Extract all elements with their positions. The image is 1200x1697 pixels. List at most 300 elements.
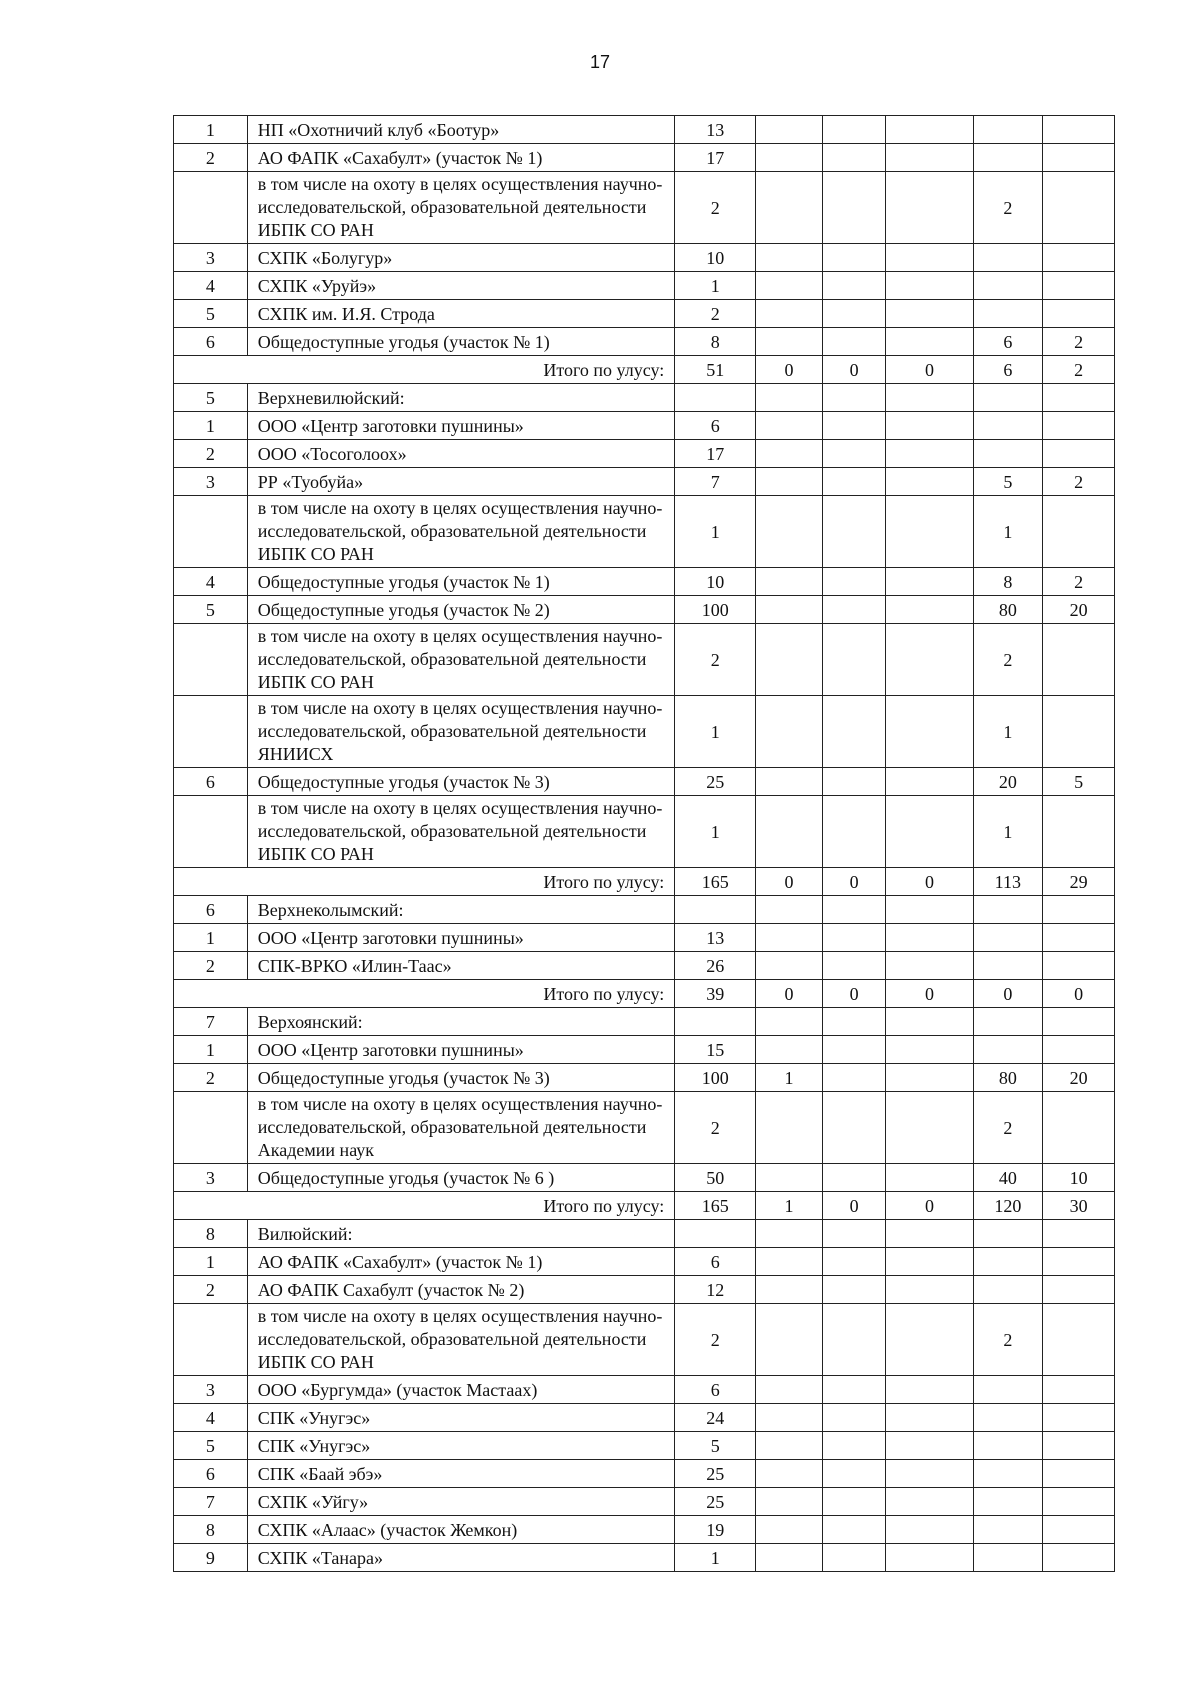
value-cell-6 bbox=[1043, 1516, 1115, 1544]
row-number: 6 bbox=[174, 328, 248, 356]
value-cell-1: 1 bbox=[675, 696, 756, 768]
table-row bbox=[174, 440, 1115, 468]
value-cell-1: 13 bbox=[675, 116, 756, 144]
value-cell-3 bbox=[822, 172, 886, 244]
value-cell-1: 25 bbox=[675, 1488, 756, 1516]
value-cell-3: 0 bbox=[822, 980, 886, 1008]
value-cell-5: 2 bbox=[973, 172, 1043, 244]
value-cell-3 bbox=[822, 1276, 886, 1304]
value-cell-2 bbox=[756, 896, 823, 924]
value-cell-5: 1 bbox=[973, 796, 1043, 868]
value-cell-1: 6 bbox=[675, 1248, 756, 1276]
table-row bbox=[174, 1276, 1115, 1304]
value-cell-4 bbox=[886, 768, 973, 796]
value-cell-2 bbox=[756, 952, 823, 980]
value-cell-4 bbox=[886, 1064, 973, 1092]
value-cell-6: 2 bbox=[1043, 356, 1115, 384]
value-cell-5: 80 bbox=[973, 1064, 1043, 1092]
row-name: ООО «Центр заготовки пушнины» bbox=[247, 1036, 674, 1064]
row-number: 3 bbox=[174, 1164, 248, 1192]
value-cell-2 bbox=[756, 1404, 823, 1432]
value-cell-1: 2 bbox=[675, 1092, 756, 1164]
value-cell-5 bbox=[973, 300, 1043, 328]
value-cell-4 bbox=[886, 172, 973, 244]
value-cell-1: 1 bbox=[675, 796, 756, 868]
total-row bbox=[174, 356, 1115, 384]
table-row bbox=[174, 952, 1115, 980]
row-number: 3 bbox=[174, 1376, 248, 1404]
value-cell-4 bbox=[886, 412, 973, 440]
row-number: 5 bbox=[174, 1432, 248, 1460]
value-cell-6 bbox=[1043, 696, 1115, 768]
table-row bbox=[174, 1248, 1115, 1276]
value-cell-6 bbox=[1043, 384, 1115, 412]
value-cell-5: 6 bbox=[973, 356, 1043, 384]
value-cell-3 bbox=[822, 1460, 886, 1488]
value-cell-1: 39 bbox=[675, 980, 756, 1008]
value-cell-1: 2 bbox=[675, 1304, 756, 1376]
total-row bbox=[174, 868, 1115, 896]
row-number: 2 bbox=[174, 440, 248, 468]
value-cell-6 bbox=[1043, 172, 1115, 244]
value-cell-3 bbox=[822, 568, 886, 596]
table-row bbox=[174, 1488, 1115, 1516]
value-cell-3 bbox=[822, 440, 886, 468]
row-name: в том числе на охоту в целях осуществления научно-исследовательской, образовательной деятельности ИБПК СО РАН bbox=[247, 1304, 674, 1376]
value-cell-5: 113 bbox=[973, 868, 1043, 896]
value-cell-4 bbox=[886, 300, 973, 328]
value-cell-5: 80 bbox=[973, 596, 1043, 624]
row-number bbox=[174, 796, 248, 868]
value-cell-6 bbox=[1043, 1092, 1115, 1164]
value-cell-6 bbox=[1043, 116, 1115, 144]
row-name: Общедоступные угодья (участок № 1) bbox=[247, 328, 674, 356]
table-row bbox=[174, 796, 1115, 868]
table-row bbox=[174, 1164, 1115, 1192]
value-cell-3 bbox=[822, 384, 886, 412]
total-label: Итого по улусу: bbox=[174, 1192, 675, 1220]
value-cell-6 bbox=[1043, 496, 1115, 568]
table-row bbox=[174, 328, 1115, 356]
table-row bbox=[174, 696, 1115, 768]
value-cell-3 bbox=[822, 1488, 886, 1516]
value-cell-4 bbox=[886, 440, 973, 468]
row-number: 1 bbox=[174, 412, 248, 440]
value-cell-1 bbox=[675, 1008, 756, 1036]
value-cell-2 bbox=[756, 468, 823, 496]
value-cell-3 bbox=[822, 272, 886, 300]
value-cell-6: 2 bbox=[1043, 468, 1115, 496]
value-cell-3 bbox=[822, 1164, 886, 1192]
value-cell-1 bbox=[675, 896, 756, 924]
value-cell-1: 17 bbox=[675, 440, 756, 468]
value-cell-5 bbox=[973, 144, 1043, 172]
value-cell-1: 1 bbox=[675, 272, 756, 300]
value-cell-2 bbox=[756, 1092, 823, 1164]
value-cell-3 bbox=[822, 1008, 886, 1036]
value-cell-1 bbox=[675, 384, 756, 412]
value-cell-4 bbox=[886, 1432, 973, 1460]
row-name: Верхнеколымский: bbox=[247, 896, 674, 924]
value-cell-4 bbox=[886, 796, 973, 868]
value-cell-3 bbox=[822, 1404, 886, 1432]
value-cell-5 bbox=[973, 1460, 1043, 1488]
value-cell-3 bbox=[822, 796, 886, 868]
value-cell-2 bbox=[756, 1516, 823, 1544]
row-name: Верхневилюйский: bbox=[247, 384, 674, 412]
value-cell-2 bbox=[756, 1544, 823, 1572]
row-name: Верхоянский: bbox=[247, 1008, 674, 1036]
value-cell-4 bbox=[886, 696, 973, 768]
value-cell-4 bbox=[886, 1036, 973, 1064]
row-name: в том числе на охоту в целях осуществления научно-исследовательской, образовательной деятельности ИБПК СО РАН bbox=[247, 496, 674, 568]
value-cell-6 bbox=[1043, 796, 1115, 868]
value-cell-1: 12 bbox=[675, 1276, 756, 1304]
row-number: 4 bbox=[174, 568, 248, 596]
value-cell-2: 1 bbox=[756, 1192, 823, 1220]
value-cell-1: 13 bbox=[675, 924, 756, 952]
value-cell-6: 20 bbox=[1043, 1064, 1115, 1092]
value-cell-2 bbox=[756, 440, 823, 468]
value-cell-5 bbox=[973, 384, 1043, 412]
table-row bbox=[174, 1064, 1115, 1092]
value-cell-1: 6 bbox=[675, 412, 756, 440]
total-row bbox=[174, 1192, 1115, 1220]
row-name: СХПК «Болугур» bbox=[247, 244, 674, 272]
row-number: 2 bbox=[174, 1276, 248, 1304]
value-cell-2 bbox=[756, 624, 823, 696]
value-cell-6 bbox=[1043, 924, 1115, 952]
value-cell-2 bbox=[756, 1220, 823, 1248]
value-cell-5 bbox=[973, 412, 1043, 440]
value-cell-5 bbox=[973, 1220, 1043, 1248]
value-cell-3 bbox=[822, 1092, 886, 1164]
row-number bbox=[174, 172, 248, 244]
value-cell-5 bbox=[973, 952, 1043, 980]
value-cell-2 bbox=[756, 144, 823, 172]
row-number: 1 bbox=[174, 116, 248, 144]
row-number: 7 bbox=[174, 1008, 248, 1036]
value-cell-6: 10 bbox=[1043, 1164, 1115, 1192]
value-cell-1: 165 bbox=[675, 1192, 756, 1220]
table-row bbox=[174, 496, 1115, 568]
value-cell-5 bbox=[973, 440, 1043, 468]
row-number: 5 bbox=[174, 384, 248, 412]
value-cell-6 bbox=[1043, 1276, 1115, 1304]
value-cell-6 bbox=[1043, 1304, 1115, 1376]
value-cell-1: 10 bbox=[675, 244, 756, 272]
table-row bbox=[174, 624, 1115, 696]
value-cell-5 bbox=[973, 116, 1043, 144]
value-cell-1: 50 bbox=[675, 1164, 756, 1192]
table-row bbox=[174, 468, 1115, 496]
value-cell-3 bbox=[822, 244, 886, 272]
table-row bbox=[174, 1404, 1115, 1432]
table-row bbox=[174, 272, 1115, 300]
value-cell-6 bbox=[1043, 244, 1115, 272]
table-row bbox=[174, 144, 1115, 172]
value-cell-4 bbox=[886, 1220, 973, 1248]
value-cell-4: 0 bbox=[886, 1192, 973, 1220]
table-row bbox=[174, 1220, 1115, 1248]
value-cell-4 bbox=[886, 116, 973, 144]
table-row bbox=[174, 1304, 1115, 1376]
value-cell-6 bbox=[1043, 1220, 1115, 1248]
row-name: АО ФАПК «Сахабулт» (участок № 1) bbox=[247, 144, 674, 172]
table-row bbox=[174, 300, 1115, 328]
row-name: Общедоступные угодья (участок № 2) bbox=[247, 596, 674, 624]
row-name: СХПК «Алаас» (участок Жемкон) bbox=[247, 1516, 674, 1544]
row-number: 2 bbox=[174, 952, 248, 980]
value-cell-1: 19 bbox=[675, 1516, 756, 1544]
value-cell-5 bbox=[973, 1516, 1043, 1544]
value-cell-1: 6 bbox=[675, 1376, 756, 1404]
value-cell-1: 100 bbox=[675, 596, 756, 624]
value-cell-5: 1 bbox=[973, 696, 1043, 768]
row-name: Общедоступные угодья (участок № 3) bbox=[247, 768, 674, 796]
value-cell-3 bbox=[822, 328, 886, 356]
value-cell-2 bbox=[756, 1036, 823, 1064]
value-cell-6: 5 bbox=[1043, 768, 1115, 796]
value-cell-5 bbox=[973, 1432, 1043, 1460]
row-number: 1 bbox=[174, 924, 248, 952]
value-cell-4 bbox=[886, 244, 973, 272]
value-cell-6 bbox=[1043, 624, 1115, 696]
value-cell-3 bbox=[822, 144, 886, 172]
value-cell-6 bbox=[1043, 1460, 1115, 1488]
row-name: в том числе на охоту в целях осуществления научно-исследовательской, образовательной деятельности ИБПК СО РАН bbox=[247, 796, 674, 868]
value-cell-2: 0 bbox=[756, 868, 823, 896]
row-number: 5 bbox=[174, 596, 248, 624]
row-name: СПК «Унугэс» bbox=[247, 1432, 674, 1460]
value-cell-3 bbox=[822, 952, 886, 980]
value-cell-2 bbox=[756, 244, 823, 272]
value-cell-2 bbox=[756, 1164, 823, 1192]
value-cell-1: 5 bbox=[675, 1432, 756, 1460]
value-cell-5: 1 bbox=[973, 496, 1043, 568]
value-cell-3 bbox=[822, 300, 886, 328]
value-cell-5: 20 bbox=[973, 768, 1043, 796]
value-cell-5: 0 bbox=[973, 980, 1043, 1008]
row-number: 4 bbox=[174, 272, 248, 300]
value-cell-3 bbox=[822, 1220, 886, 1248]
value-cell-5: 2 bbox=[973, 1304, 1043, 1376]
value-cell-3 bbox=[822, 1544, 886, 1572]
value-cell-4 bbox=[886, 468, 973, 496]
value-cell-1: 8 bbox=[675, 328, 756, 356]
table-row bbox=[174, 1376, 1115, 1404]
value-cell-2 bbox=[756, 1304, 823, 1376]
row-name: ООО «Центр заготовки пушнины» bbox=[247, 924, 674, 952]
row-name: ООО «Центр заготовки пушнины» bbox=[247, 412, 674, 440]
row-name: СХПК им. И.Я. Строда bbox=[247, 300, 674, 328]
row-name: РР «Туобуйа» bbox=[247, 468, 674, 496]
table-row bbox=[174, 596, 1115, 624]
table-row bbox=[174, 568, 1115, 596]
value-cell-5: 120 bbox=[973, 1192, 1043, 1220]
value-cell-4 bbox=[886, 1164, 973, 1192]
row-number: 8 bbox=[174, 1516, 248, 1544]
row-name: в том числе на охоту в целях осуществления научно-исследовательской, образовательной деятельности Академии наук bbox=[247, 1092, 674, 1164]
value-cell-6: 0 bbox=[1043, 980, 1115, 1008]
value-cell-4: 0 bbox=[886, 356, 973, 384]
value-cell-6 bbox=[1043, 1404, 1115, 1432]
row-name: СПК «Унугэс» bbox=[247, 1404, 674, 1432]
value-cell-2 bbox=[756, 696, 823, 768]
row-number: 6 bbox=[174, 1460, 248, 1488]
value-cell-4 bbox=[886, 952, 973, 980]
value-cell-4 bbox=[886, 1516, 973, 1544]
value-cell-4 bbox=[886, 272, 973, 300]
value-cell-5 bbox=[973, 896, 1043, 924]
value-cell-6 bbox=[1043, 1036, 1115, 1064]
value-cell-5: 40 bbox=[973, 1164, 1043, 1192]
total-label: Итого по улусу: bbox=[174, 356, 675, 384]
row-number: 8 bbox=[174, 1220, 248, 1248]
value-cell-4 bbox=[886, 1460, 973, 1488]
value-cell-6 bbox=[1043, 952, 1115, 980]
value-cell-5: 5 bbox=[973, 468, 1043, 496]
value-cell-1: 165 bbox=[675, 868, 756, 896]
value-cell-6 bbox=[1043, 1008, 1115, 1036]
value-cell-6: 20 bbox=[1043, 596, 1115, 624]
table-row bbox=[174, 924, 1115, 952]
row-name: Общедоступные угодья (участок № 1) bbox=[247, 568, 674, 596]
row-name: Общедоступные угодья (участок № 3) bbox=[247, 1064, 674, 1092]
value-cell-3 bbox=[822, 1432, 886, 1460]
value-cell-2 bbox=[756, 768, 823, 796]
row-number bbox=[174, 696, 248, 768]
value-cell-1: 2 bbox=[675, 624, 756, 696]
value-cell-3 bbox=[822, 496, 886, 568]
value-cell-5 bbox=[973, 924, 1043, 952]
row-number: 1 bbox=[174, 1036, 248, 1064]
value-cell-1: 1 bbox=[675, 496, 756, 568]
table-row bbox=[174, 1516, 1115, 1544]
value-cell-6: 29 bbox=[1043, 868, 1115, 896]
value-cell-5 bbox=[973, 1036, 1043, 1064]
value-cell-5 bbox=[973, 272, 1043, 300]
value-cell-2: 0 bbox=[756, 356, 823, 384]
value-cell-5: 6 bbox=[973, 328, 1043, 356]
value-cell-4 bbox=[886, 896, 973, 924]
value-cell-4 bbox=[886, 1248, 973, 1276]
value-cell-6 bbox=[1043, 896, 1115, 924]
value-cell-4 bbox=[886, 496, 973, 568]
value-cell-4 bbox=[886, 1376, 973, 1404]
row-number: 5 bbox=[174, 300, 248, 328]
value-cell-4 bbox=[886, 1276, 973, 1304]
value-cell-1: 7 bbox=[675, 468, 756, 496]
value-cell-4 bbox=[886, 596, 973, 624]
value-cell-4 bbox=[886, 1304, 973, 1376]
value-cell-3 bbox=[822, 624, 886, 696]
value-cell-1 bbox=[675, 1220, 756, 1248]
table-body bbox=[174, 116, 1115, 1572]
row-name: АО ФАПК Сахабулт (участок № 2) bbox=[247, 1276, 674, 1304]
value-cell-6: 2 bbox=[1043, 328, 1115, 356]
value-cell-5 bbox=[973, 1544, 1043, 1572]
value-cell-1: 25 bbox=[675, 768, 756, 796]
table-row bbox=[174, 896, 1115, 924]
value-cell-3 bbox=[822, 696, 886, 768]
value-cell-2 bbox=[756, 1488, 823, 1516]
value-cell-2 bbox=[756, 796, 823, 868]
row-number: 3 bbox=[174, 244, 248, 272]
table-row bbox=[174, 172, 1115, 244]
value-cell-1: 2 bbox=[675, 300, 756, 328]
value-cell-1: 15 bbox=[675, 1036, 756, 1064]
row-number: 2 bbox=[174, 144, 248, 172]
value-cell-2 bbox=[756, 1460, 823, 1488]
value-cell-3 bbox=[822, 412, 886, 440]
value-cell-1: 2 bbox=[675, 172, 756, 244]
value-cell-3 bbox=[822, 1064, 886, 1092]
value-cell-6 bbox=[1043, 300, 1115, 328]
value-cell-6 bbox=[1043, 1544, 1115, 1572]
value-cell-3 bbox=[822, 1036, 886, 1064]
table-row bbox=[174, 1092, 1115, 1164]
table-row bbox=[174, 1036, 1115, 1064]
value-cell-6 bbox=[1043, 1432, 1115, 1460]
table-row bbox=[174, 1544, 1115, 1572]
row-number bbox=[174, 624, 248, 696]
value-cell-4 bbox=[886, 384, 973, 412]
value-cell-6 bbox=[1043, 1248, 1115, 1276]
value-cell-2: 0 bbox=[756, 980, 823, 1008]
value-cell-1: 26 bbox=[675, 952, 756, 980]
value-cell-3: 0 bbox=[822, 868, 886, 896]
total-label: Итого по улусу: bbox=[174, 868, 675, 896]
value-cell-6 bbox=[1043, 1376, 1115, 1404]
value-cell-2 bbox=[756, 924, 823, 952]
value-cell-1: 25 bbox=[675, 1460, 756, 1488]
value-cell-2 bbox=[756, 384, 823, 412]
value-cell-6: 2 bbox=[1043, 568, 1115, 596]
row-number: 2 bbox=[174, 1064, 248, 1092]
row-name: в том числе на охоту в целях осуществления научно-исследовательской, образовательной деятельности ЯНИИСХ bbox=[247, 696, 674, 768]
value-cell-2 bbox=[756, 1432, 823, 1460]
value-cell-4 bbox=[886, 1008, 973, 1036]
table-row bbox=[174, 1432, 1115, 1460]
value-cell-3 bbox=[822, 468, 886, 496]
value-cell-6 bbox=[1043, 1488, 1115, 1516]
value-cell-3 bbox=[822, 1376, 886, 1404]
value-cell-4 bbox=[886, 568, 973, 596]
row-number bbox=[174, 1092, 248, 1164]
table-row bbox=[174, 1460, 1115, 1488]
table-row bbox=[174, 384, 1115, 412]
value-cell-1: 100 bbox=[675, 1064, 756, 1092]
value-cell-4 bbox=[886, 1404, 973, 1432]
value-cell-2: 1 bbox=[756, 1064, 823, 1092]
value-cell-3 bbox=[822, 596, 886, 624]
value-cell-2 bbox=[756, 1376, 823, 1404]
value-cell-4 bbox=[886, 144, 973, 172]
row-name: СПК «Баай эбэ» bbox=[247, 1460, 674, 1488]
value-cell-2 bbox=[756, 116, 823, 144]
value-cell-3: 0 bbox=[822, 356, 886, 384]
value-cell-2 bbox=[756, 596, 823, 624]
value-cell-5 bbox=[973, 244, 1043, 272]
table-row bbox=[174, 412, 1115, 440]
row-name: АО ФАПК «Сахабулт» (участок № 1) bbox=[247, 1248, 674, 1276]
value-cell-4 bbox=[886, 624, 973, 696]
value-cell-5 bbox=[973, 1276, 1043, 1304]
value-cell-4 bbox=[886, 1488, 973, 1516]
row-name: ООО «Бургумда» (участок Мастаах) bbox=[247, 1376, 674, 1404]
row-name: СХПК «Уруйэ» bbox=[247, 272, 674, 300]
